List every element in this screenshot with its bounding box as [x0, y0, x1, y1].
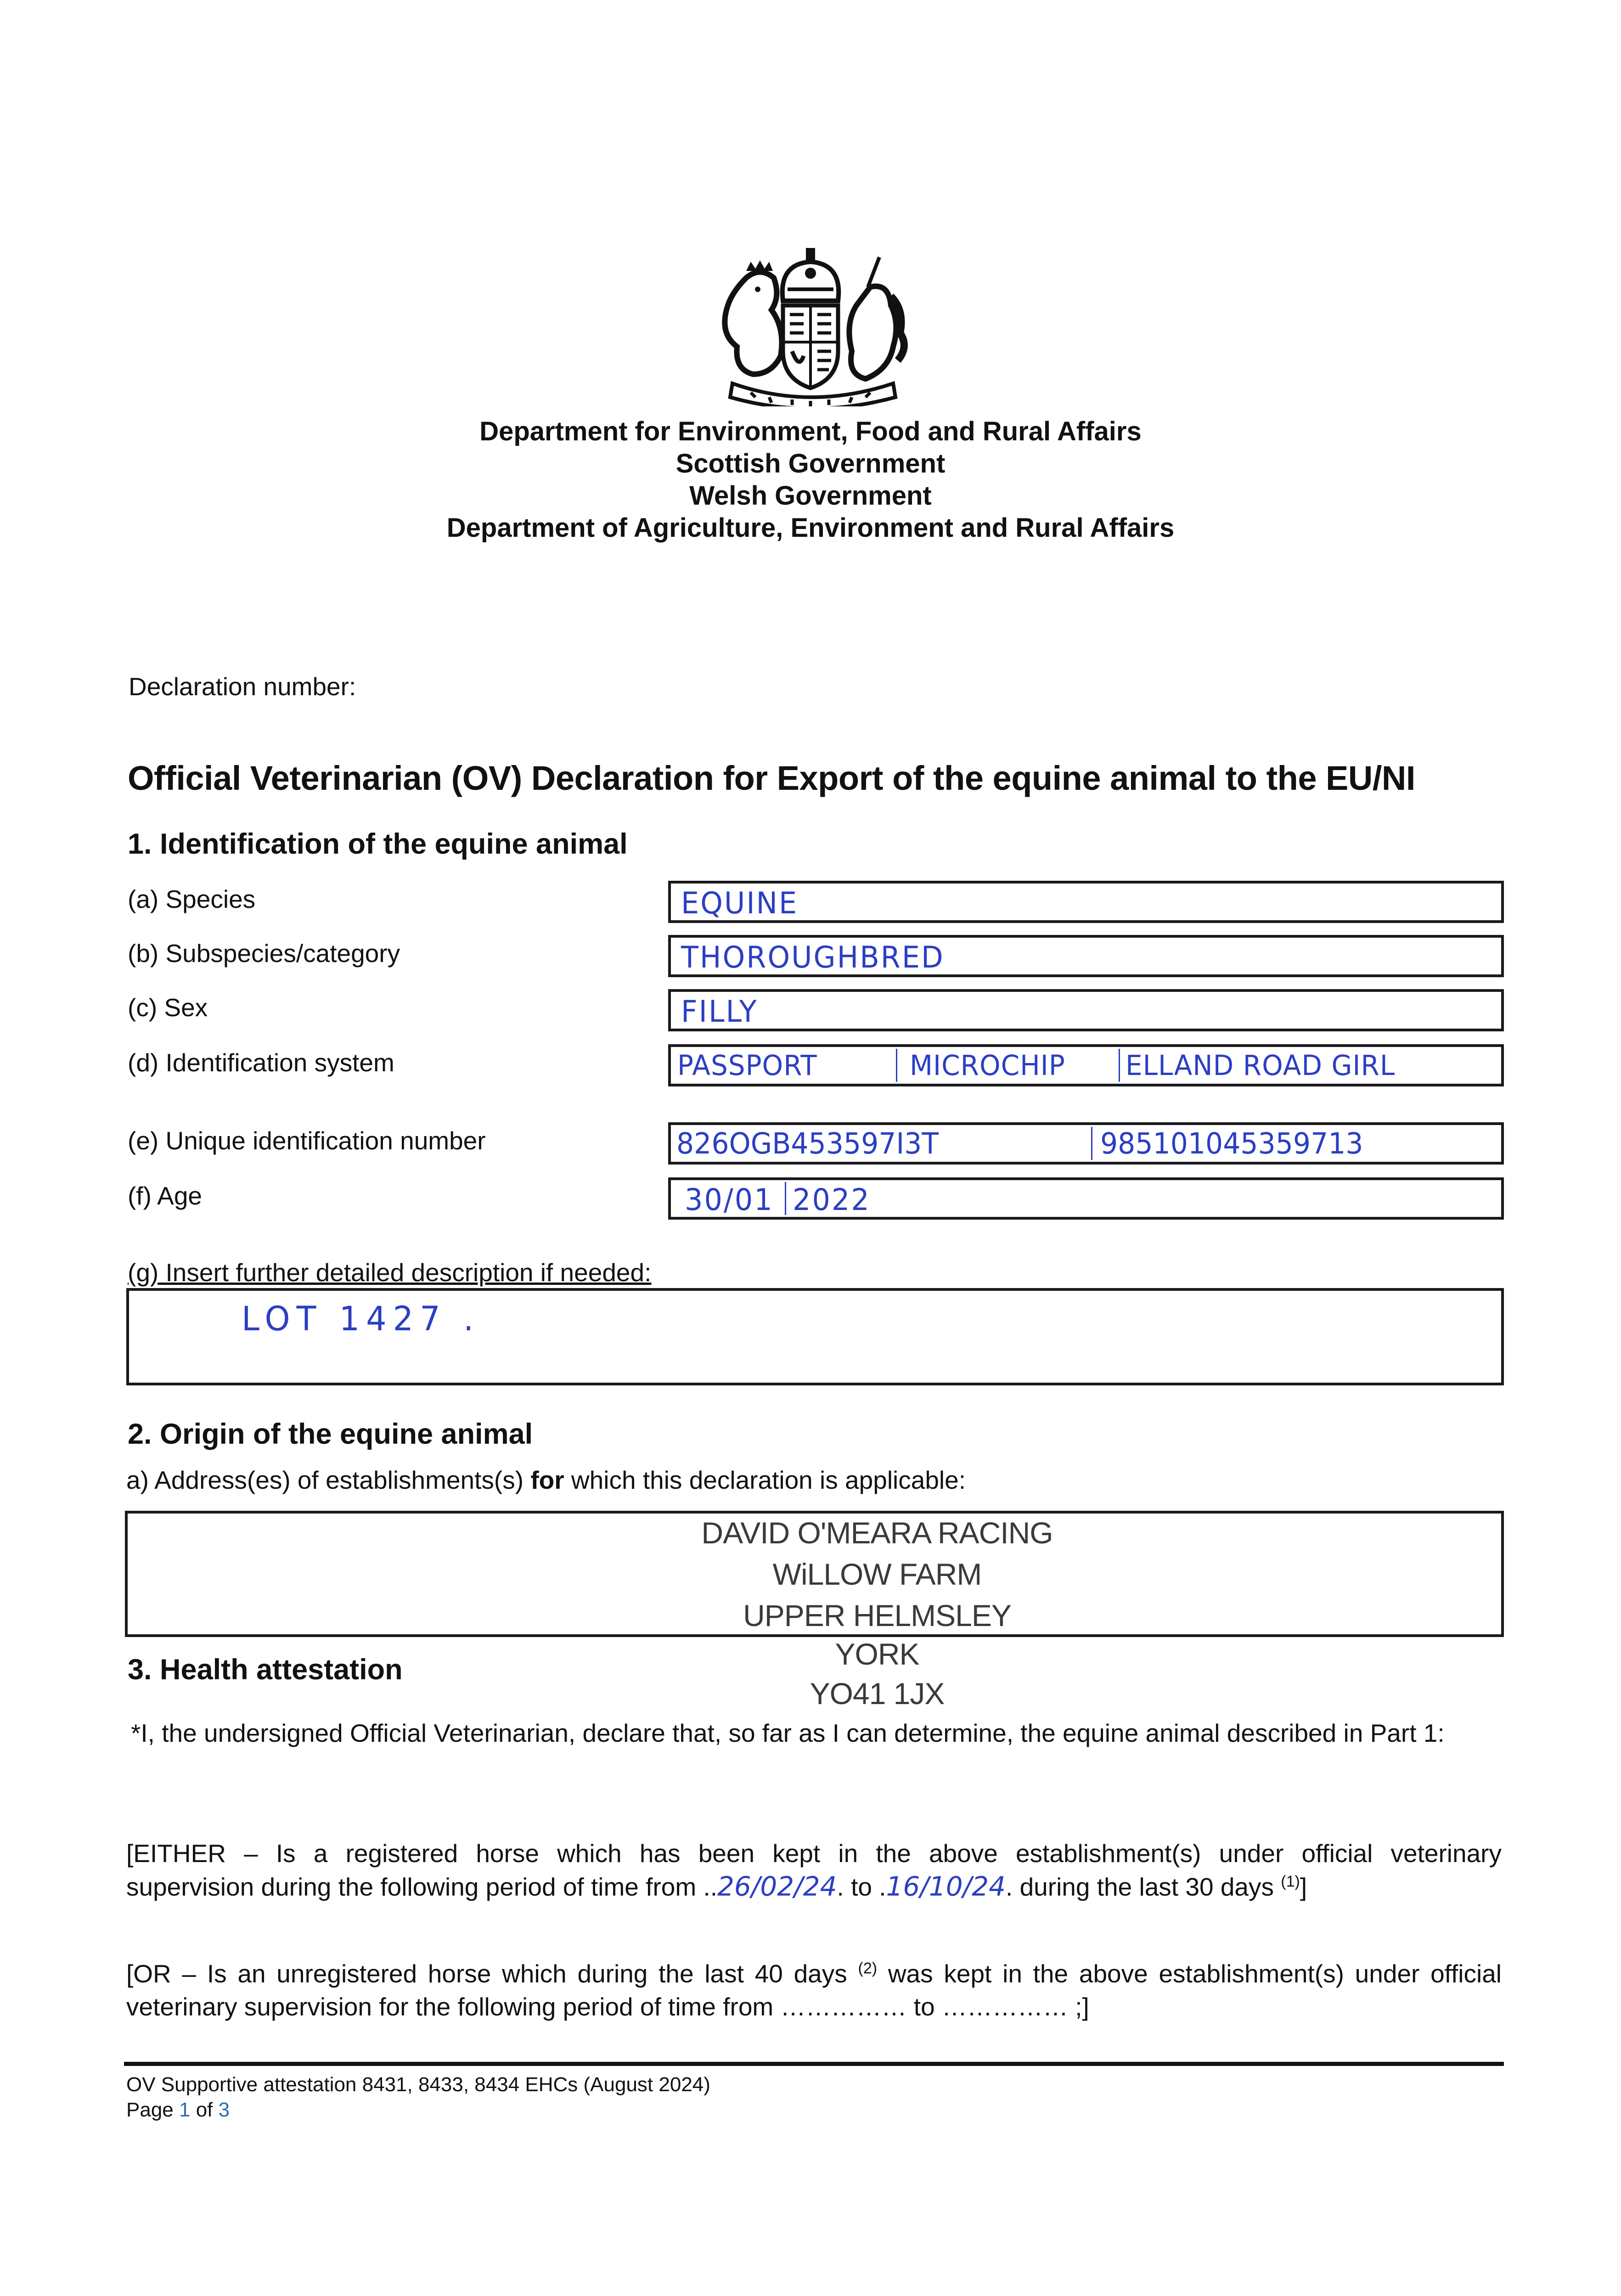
footer-divider: [124, 2062, 1504, 2066]
to-label: to: [844, 1873, 879, 1901]
or-clause-line-1: [126, 1957, 1502, 1990]
or-clause-text: was kept in the above establishment(s) under official: [877, 1959, 1502, 1988]
separator-line: [1119, 1049, 1120, 1082]
age-value-2: 2022: [793, 1182, 871, 1217]
field-label-further-description: (g) Insert further detailed description if needed:: [128, 1258, 652, 1287]
page-of-label: of: [190, 2099, 219, 2121]
address-label-bold: for: [530, 1466, 564, 1494]
department-name-scottish-government: Scottish Government: [675, 449, 946, 478]
dotted-leader: ..: [703, 1873, 718, 1901]
footnote-ref-1: (1): [1281, 1873, 1300, 1891]
identification-system-field[interactable]: [668, 1044, 1504, 1086]
unique-id-field[interactable]: [668, 1122, 1504, 1165]
address-stamp-line-1: DAVID O'MEARA RACING: [701, 1516, 1053, 1550]
or-clause: [126, 1957, 1502, 2023]
or-clause-text: [OR – Is an unregistered horse which during the last 40 days: [126, 1959, 858, 1988]
address-stamp-line-2: WiLLOW FARM: [772, 1557, 982, 1591]
section-2-heading: 2. Origin of the equine animal: [128, 1418, 533, 1450]
page-label: Page: [126, 2099, 179, 2121]
dotted-leader: .: [1006, 1873, 1013, 1901]
bracket-close: ]: [1300, 1873, 1307, 1901]
page-total: 3: [218, 2099, 230, 2121]
either-clause-text: supervision during the following period of time from: [126, 1873, 704, 1901]
supervision-to-date[interactable]: 16/10/24: [886, 1871, 1006, 1902]
either-clause-line-1: [EITHER – Is a registered horse which has been kept in the above establishment(s) under official veterinary: [126, 1839, 1502, 1868]
age-value-1: 30/01: [685, 1182, 774, 1217]
declaration-number-label: Declaration number:: [129, 672, 356, 701]
page-current: 1: [179, 2099, 191, 2121]
department-name-welsh-government: Welsh Government: [689, 481, 932, 511]
footnote-ref-2: (2): [858, 1959, 878, 1977]
identification-system-value-2: MICROCHIP: [910, 1049, 1065, 1082]
field-label-species: (a) Species: [128, 885, 256, 913]
identification-system-value-1: PASSPORT: [677, 1049, 817, 1082]
field-label-sex: (c) Sex: [128, 993, 208, 1022]
dotted-leader: .: [879, 1873, 886, 1901]
field-label-age: (f) Age: [128, 1182, 203, 1210]
address-label-text: a) Address(es) of establishments(s): [126, 1466, 531, 1494]
section-1-heading: 1. Identification of the equine animal: [128, 828, 628, 860]
unique-id-value-1: 826OGB453597I3T: [676, 1127, 939, 1161]
either-clause: [126, 1837, 1502, 1903]
unique-id-value-2: 985101045359713: [1100, 1127, 1363, 1161]
separator-line: [896, 1049, 897, 1082]
dotted-leader: .: [837, 1873, 844, 1901]
department-name-defra: Department for Environment, Food and Rural Affairs: [479, 416, 1142, 446]
section-3-heading: 3. Health attestation: [128, 1654, 403, 1686]
identification-system-value-3: ELLAND ROAD GIRL: [1126, 1049, 1396, 1082]
footer-page-number: [126, 2097, 230, 2122]
supervision-from-date[interactable]: 26/02/24: [717, 1871, 837, 1902]
field-label-subspecies: (b) Subspecies/category: [128, 939, 400, 968]
address-stamp-line-3: UPPER HELMSLEY: [743, 1598, 1011, 1632]
or-clause-line-2: veterinary supervision for the following period of time from …………… to …………… ;]: [126, 1992, 1089, 2021]
further-description-value: LOT 1427 .: [242, 1299, 480, 1339]
subspecies-field[interactable]: [668, 935, 1504, 977]
subspecies-value: THOROUGHBRED: [681, 940, 945, 975]
species-field[interactable]: [668, 881, 1504, 923]
address-stamp-line-5: YO41 1JX: [810, 1677, 945, 1711]
page-title: Official Veterinarian (OV) Declaration for Export of the equine animal to the EU/NI: [128, 759, 1415, 797]
sex-field[interactable]: [668, 989, 1504, 1031]
footer-document-reference: OV Supportive attestation 8431, 8433, 8434 EHCs (August 2024): [126, 2073, 710, 2096]
either-clause-line-2: [126, 1870, 1502, 1903]
species-value: EQUINE: [681, 885, 799, 921]
age-field[interactable]: [668, 1177, 1504, 1220]
address-label-text: which this declaration is applicable:: [564, 1466, 966, 1494]
royal-coat-of-arms-icon: [714, 246, 912, 406]
either-clause-text: during the last 30 days: [1013, 1873, 1281, 1901]
department-name-daera: Department of Agriculture, Environment and Rural Affairs: [446, 513, 1175, 543]
declaration-statement: *I, the undersigned Official Veterinarian, declare that, so far as I can determine, the equine animal described in Part 1:: [131, 1719, 1445, 1747]
declaration-number-field[interactable]: [377, 671, 652, 702]
separator-line: [1091, 1127, 1092, 1160]
address-stamp-line-4: YORK: [835, 1637, 919, 1671]
further-description-field[interactable]: [126, 1288, 1504, 1385]
sex-value: FILLY: [681, 994, 758, 1029]
field-label-identification-system: (d) Identification system: [128, 1048, 394, 1077]
field-label-unique-id: (e) Unique identification number: [128, 1126, 486, 1155]
address-label: [126, 1465, 966, 1495]
separator-line: [785, 1182, 786, 1215]
